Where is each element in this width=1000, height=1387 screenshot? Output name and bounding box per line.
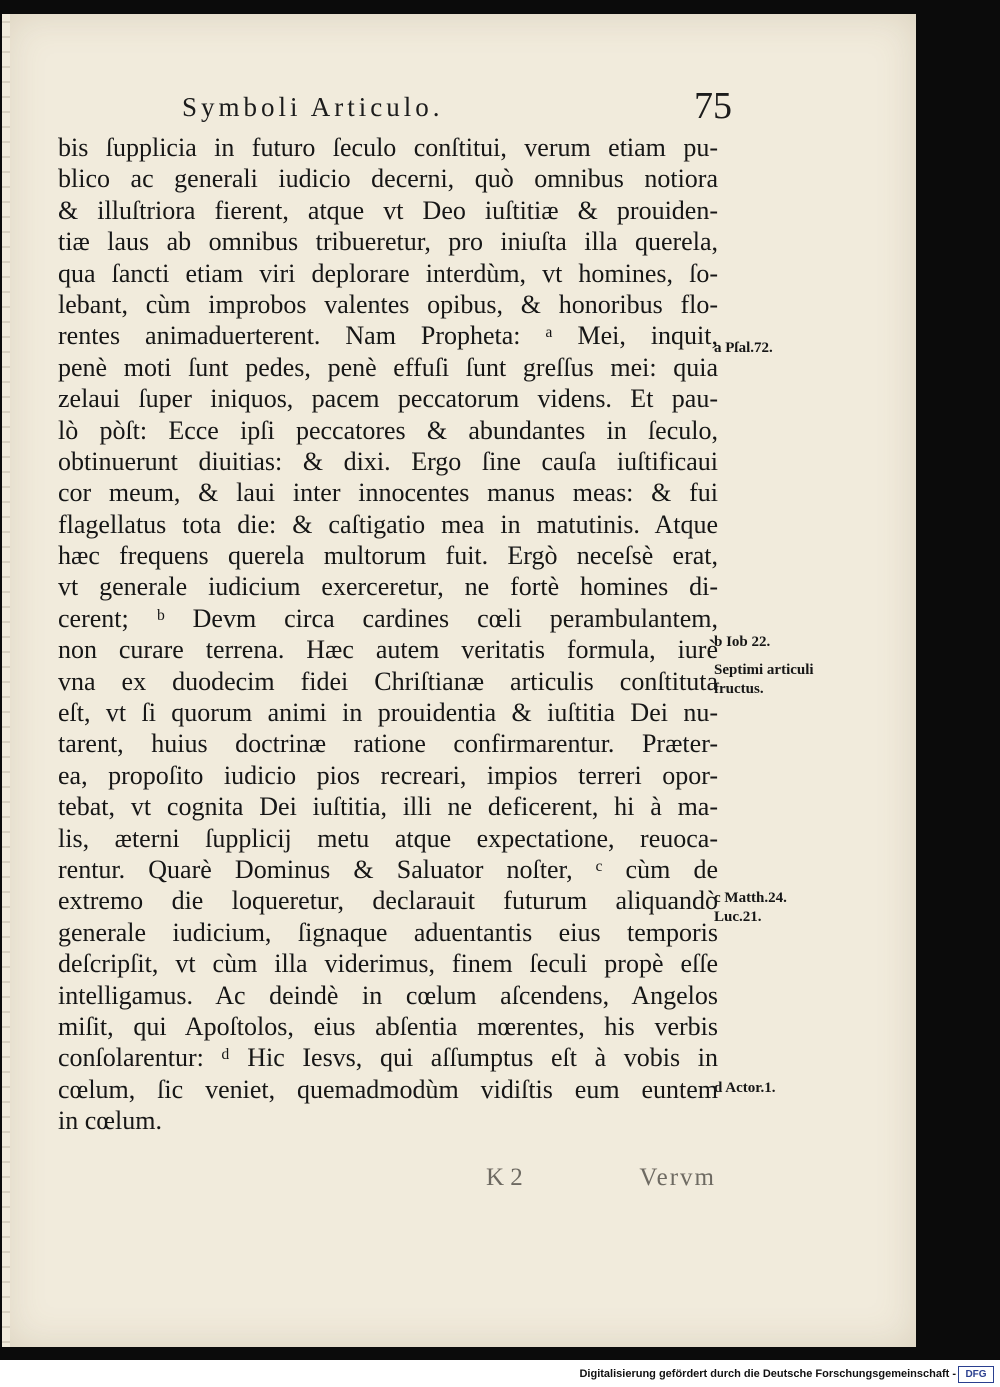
text-line: & illuſtriora fierent, atque vt Deo iuſtitiæ & prouiden- xyxy=(58,195,718,225)
margin-note: a Pſal.72. xyxy=(714,340,773,356)
text-line: rentes animaduerterent. Nam Propheta: ᵃ Mei, inquit, xyxy=(58,321,718,351)
text-line: lis, æterni ſupplicij metu atque expectatione, reuoca- xyxy=(58,823,718,853)
text-line: bis ſupplicia in futuro ſeculo conſtitui, verum etiam pu- xyxy=(58,133,718,162)
book-page xyxy=(6,14,916,1347)
running-head xyxy=(182,84,732,127)
text-line: tiæ laus ab omnibus tribueretur, pro iniuſta illa querela, xyxy=(58,227,718,257)
text-line: tebat, vt cognita Dei iuſtitia, illi ne deficerent, hi à ma- xyxy=(58,792,718,822)
text-line: vt generale iudicium exerceretur, ne fortè homines di- xyxy=(58,572,718,602)
text-line: obtinuerunt diuitias: & dixi. Ergo ſine cauſa iuſtificaui xyxy=(58,446,718,476)
text-line: miſit, qui Apoſtolos, eius abſentia mœrentes, his verbis xyxy=(58,1011,718,1041)
text-line: lò pòſt: Ecce ipſi peccatores & abundantes in ſeculo, xyxy=(58,415,718,445)
text-line: lebant, cùm improbos valentes opibus, & honoribus flo- xyxy=(58,289,718,319)
margin-note: Septimi articuli xyxy=(714,662,814,678)
text-line: in cœlum. xyxy=(58,1106,162,1136)
margin-note: b Iob 22. xyxy=(714,634,771,650)
digitization-credit: Digitalisierung gefördert durch die Deutsche Forschungsgemeinschaft - xyxy=(579,1368,956,1380)
text-line: rentur. Quarè Dominus & Saluator noſter, ᶜ cùm de xyxy=(58,854,718,884)
dfg-logo: DFG xyxy=(958,1366,994,1383)
text-line: qua ſancti etiam viri deplorare interdùm, vt homines, ſo- xyxy=(58,258,718,288)
text-line: eſt, vt ſi quorum animi in prouidentia & iuſtitia Dei nu- xyxy=(58,698,718,728)
text-line: non curare terrena. Hæc autem veritatis formula, iurè xyxy=(58,635,718,665)
page-number: 75 xyxy=(694,85,732,127)
text-line: cerent; ᵇ Devm circa cardines cœli perambulantem, xyxy=(58,603,718,633)
text-line: penè moti ſunt pedes, penè effuſi ſunt greſſus mei: quia xyxy=(58,352,718,382)
margin-note: fructus. xyxy=(714,681,764,697)
running-head-title: Symboli Articulo. xyxy=(182,92,444,122)
text-line: intelligamus. Ac deindè in cœlum aſcendens, Angelos xyxy=(58,980,718,1010)
text-line: hæc frequens querela multorum fuit. Ergò neceſsè erat, xyxy=(58,541,718,571)
body-text xyxy=(58,132,718,1137)
text-line: blico ac generali iudicio decerni, quò omnibus notiora xyxy=(58,164,718,194)
text-line: cor meum, & laui inter innocentes manus meas: & fui xyxy=(58,478,718,508)
text-line: cœlum, ſic veniet, quemadmodùm vidiſtis eum euntem xyxy=(58,1074,718,1104)
text-line: ea, propoſito iudicio pios recreari, impios terreri opor- xyxy=(58,760,718,790)
signature-mark: K 2 xyxy=(486,1164,523,1191)
text-line: tarent, huius doctrinæ ratione confirmarentur. Præter- xyxy=(58,729,718,759)
margin-note: Luc.21. xyxy=(714,909,762,925)
text-line: generale iudicium, ſignaque aduentantis eius temporis xyxy=(58,917,718,947)
catchword: Vervm xyxy=(639,1164,716,1191)
text-line: vna ex duodecim fidei Chriſtianæ articulis conſtituta xyxy=(58,666,718,696)
text-line: flagellatus tota die: & caſtigatio mea in matutinis. Atque xyxy=(58,509,718,539)
text-line: conſolarentur: ᵈ Hic Iesvs, qui aſſumptus eſt à vobis in xyxy=(58,1043,718,1073)
catchline xyxy=(486,1164,716,1204)
margin-note: d Actor.1. xyxy=(714,1080,776,1096)
text-line: zelaui ſuper iniquos, pacem peccatorum videns. Et pau- xyxy=(58,384,718,414)
text-line: extremo die loqueretur, declarauit futurum aliquandò xyxy=(58,886,718,916)
margin-note: c Matth.24. xyxy=(714,890,787,906)
text-line: deſcripſit, vt cùm illa viderimus, finem ſeculi propè eſſe xyxy=(58,949,718,979)
